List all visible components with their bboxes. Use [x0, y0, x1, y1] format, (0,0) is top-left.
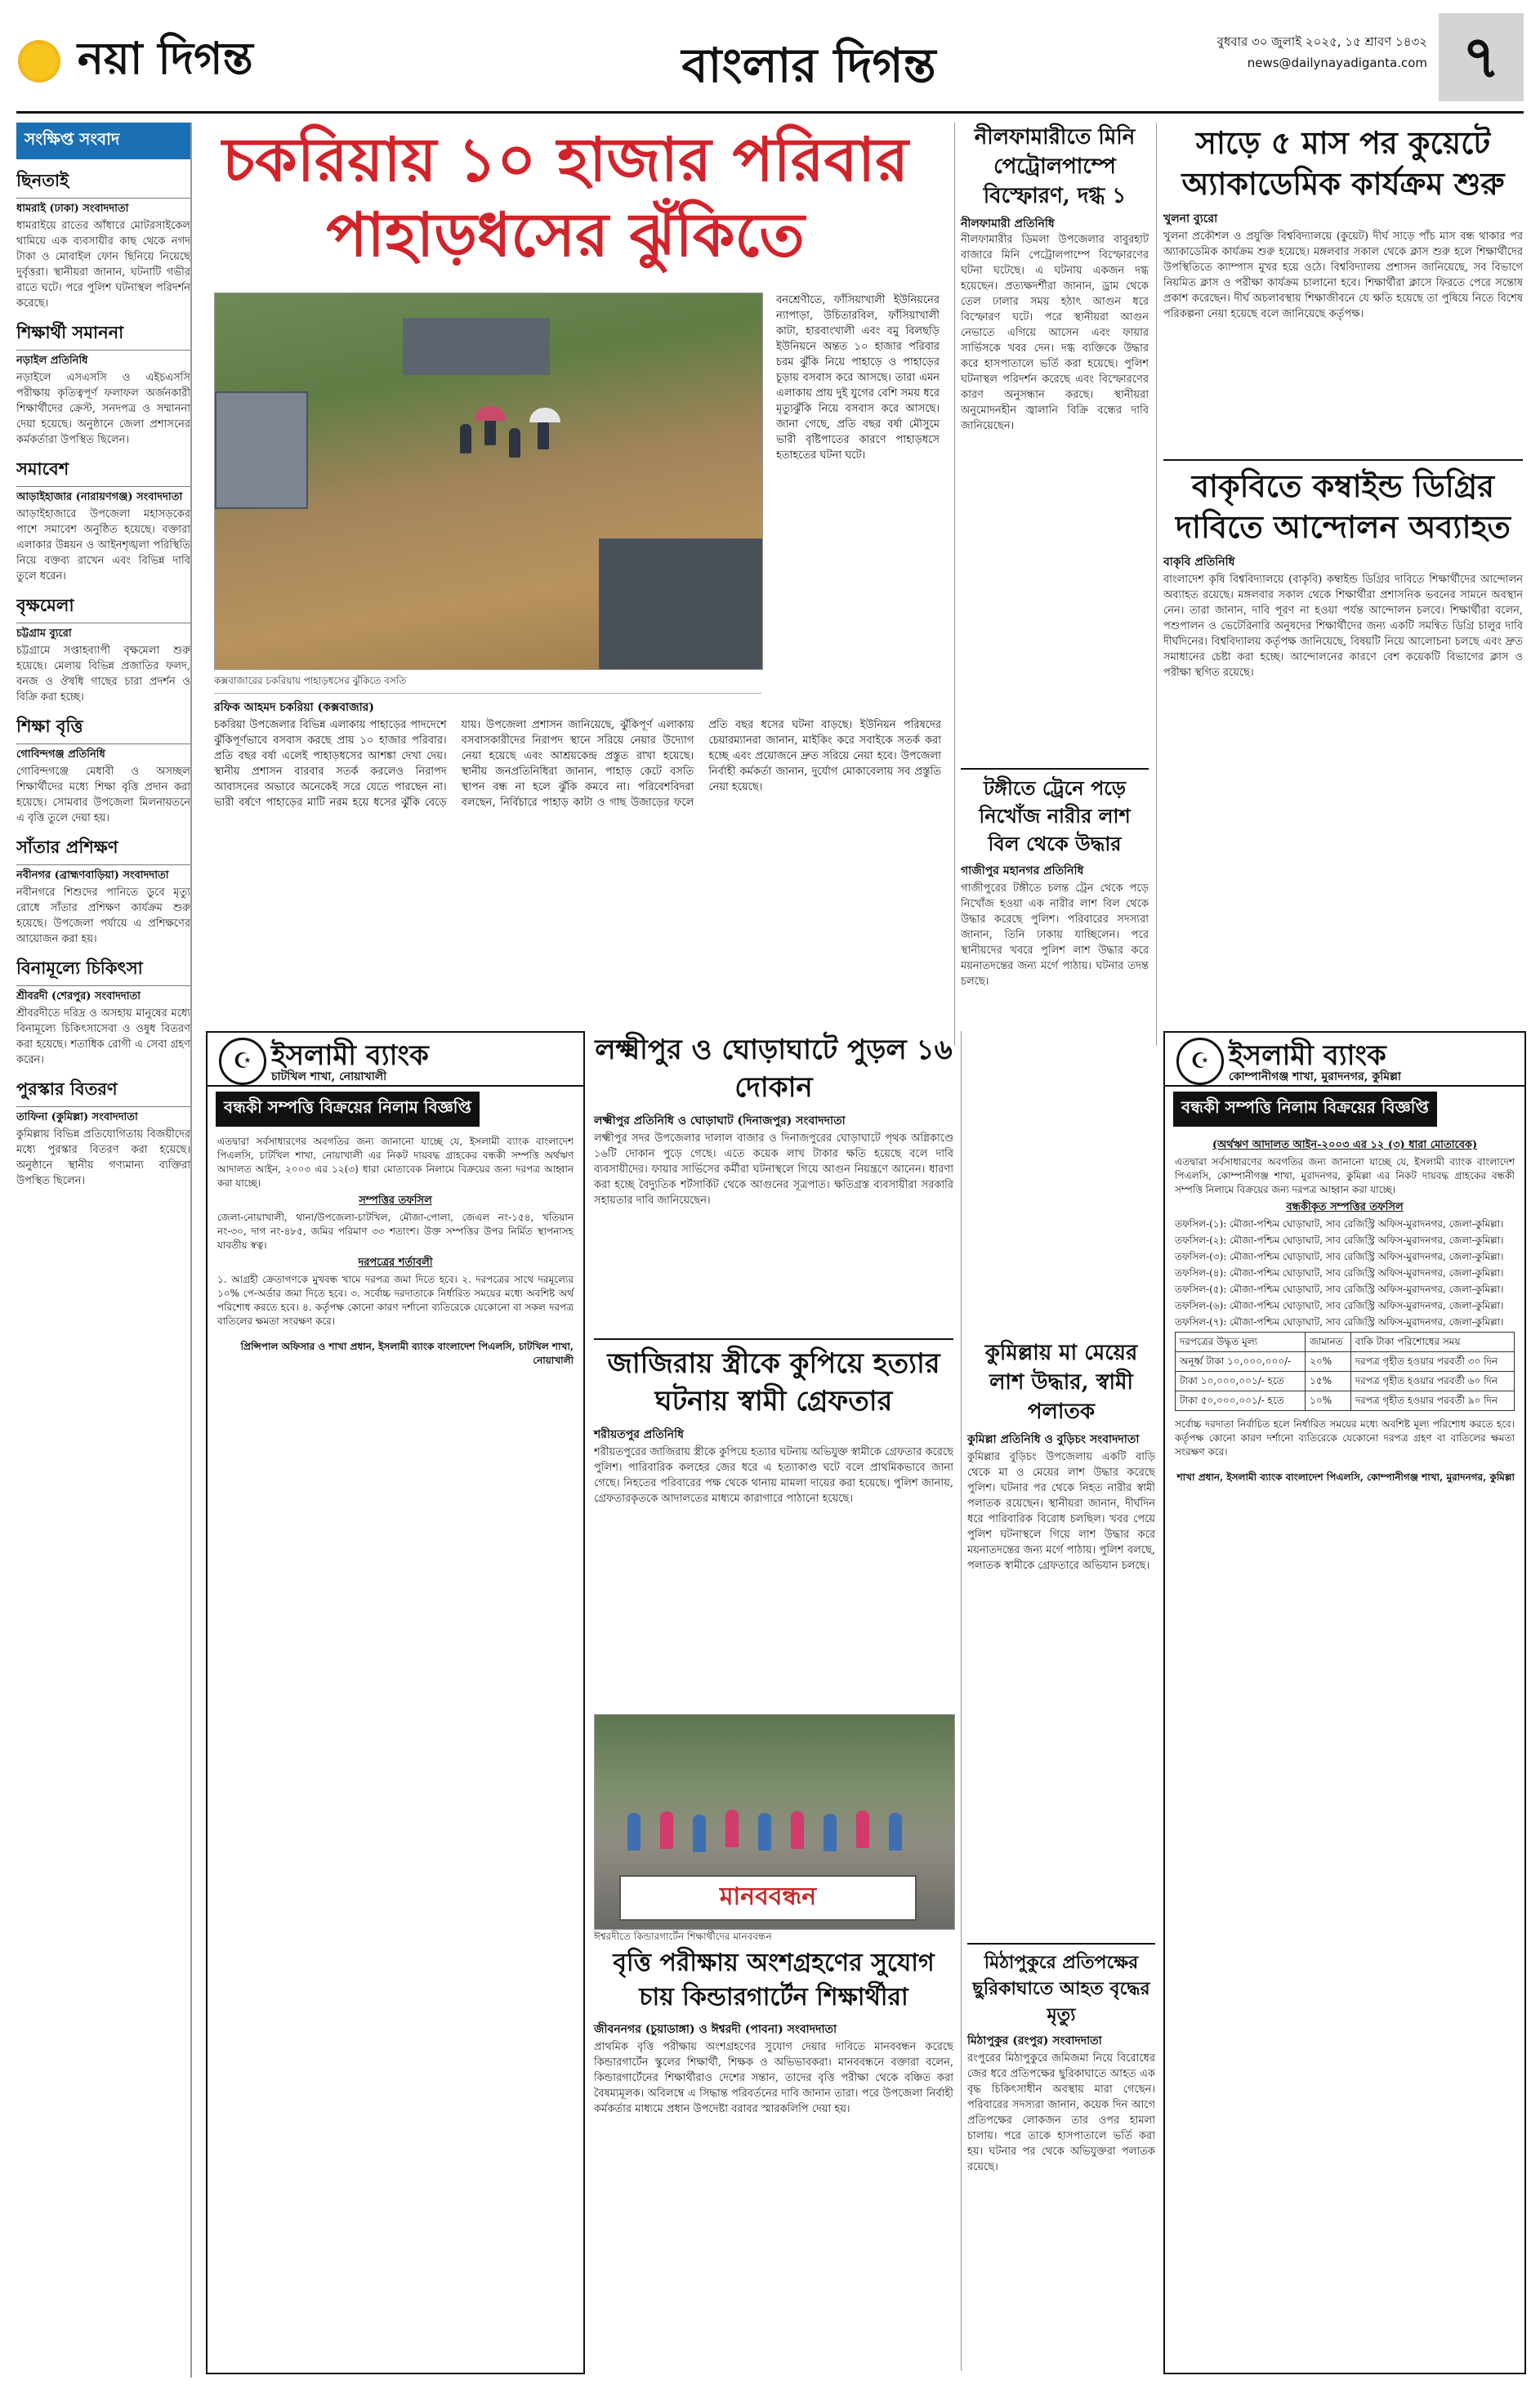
brief-byline: চট্টগ্রাম ব্যুরো	[16, 627, 72, 640]
ad-intro: এতদ্বারা সর্বসাধারণের অবগতির জন্য জানানো যাচ্ছে যে, ইসলামী ব্যাংক বাংলাদেশ পিএলসি, কোম্পানীগঞ্জ শাখা, মুরাদনগর, কুমিল্লা এর নিকট দায়বদ্ধ গ্রাহকের বন্ধকী সম্পত্তি নিলামে বিক্রয়ের জন্য দরপত্র আহ্বান করা যাচ্ছে।	[1175, 1156, 1515, 1195]
mithapukur-headline: মিঠাপুকুরে প্রতিপক্ষের ছুরিকাঘাতে আহত বৃদ্ধের মৃত্যু	[972, 1952, 1150, 2025]
human-chain-caption: ঈশ্বরদীতে কিন্ডারগার্টেন শিক্ষার্থীদের মানববন্ধন	[594, 1931, 772, 1942]
brief-item[interactable]	[16, 833, 190, 947]
ad-intro: এতদ্বারা সর্বসাধারণের অবগতির জন্য জানানো যাচ্ছে যে, ইসলামী ব্যাংক বাংলাদেশ পিএলসি, চাটখিল শাখা, নোয়াখালী এর নিকট দায়বদ্ধ গ্রাহকের বন্ধকী সম্পত্তি অর্থঋণ আদালত আইন, ২০০৩ এর ১২(৩) ধারা মোতাবেক নিলামে বিক্রয়ের জন্য দরপত্র আহ্বান করা যাচ্ছে।	[217, 1136, 574, 1189]
bakrikhi-story[interactable]	[1163, 459, 1523, 1013]
tin-shed-house	[215, 391, 308, 509]
masthead	[16, 7, 1524, 114]
ad-signature: প্রিন্সিপাল অফিসার ও শাখা প্রধান, ইসলামী ব্যাংক বাংলাদেশ পিএলসি, চাটখিল শাখা, নোয়াখালী	[240, 1341, 574, 1366]
brief-item[interactable]	[16, 318, 190, 448]
student-figure	[791, 1811, 804, 1849]
comilla-headline: কুমিল্লায় মা মেয়ের লাশ উদ্ধার, স্বামী পলাতক	[984, 1341, 1138, 1424]
brief-body: গোবিন্দগঞ্জে মেধাবী ও অসচ্ছল শিক্ষার্থীদের মধ্যে শিক্ষা বৃত্তি প্রদান করা হয়েছে। সোমবার উপজেলা মিলনায়তনে এ বৃত্তি তুলে দেয়া হয়।	[16, 766, 190, 824]
lakshmipur-headline: লক্ষ্মীপুর ও ঘোড়াঘাটে পুড়ল ১৬ দোকান	[595, 1034, 953, 1104]
brief-title: সমাবেশ	[16, 454, 190, 487]
islami-bank-auction-ad[interactable]	[206, 1031, 585, 2374]
person-figure	[460, 424, 471, 453]
table-cell: ২০%	[1306, 1352, 1351, 1372]
table-row	[1176, 1352, 1515, 1372]
table-header-cell: বাকি টাকা পরিশোধের সময়	[1350, 1333, 1514, 1352]
brief-body: চট্টগ্রামে সপ্তাহব্যাপী বৃক্ষমেলা শুরু হয়েছে। মেলায় বিভিন্ন প্রজাতির ফলদ, বনজ ও ঔষধি গাছের চারা প্রদর্শন ও বিক্রি করা হচ্ছে।	[16, 645, 190, 703]
ad-schedule: জেলা-নোয়াখালী, থানা/উপজেলা-চাটখিল, মৌজা-পোলা, জেএল নং-১৫৪, খতিয়ান নং-৩০, দাগ নং-৪৮৫, জমির পরিমাণ ৩৩ শতাংশ। উক্ত সম্পত্তির উপর নির্মিত স্থাপনাসহ যাবতীয় স্বত্ব।	[217, 1212, 574, 1251]
brief-title: ছিনতাই	[16, 166, 190, 199]
lakshmipur-body: লক্ষ্মীপুর সদর উপজেলার দালাল বাজার ও দিনাজপুরের ঘোড়াঘাটে পৃথক অগ্নিকাণ্ডে ১৬টি দোকান পুড়ে গেছে। এতে কয়েক লাখ টাকার ক্ষতি হয়েছে বলে দাবি ব্যবসায়ীদের। ফায়ার সার্ভিসের কর্মীরা ঘটনাস্থলে গিয়ে আগুন নিয়ন্ত্রণে আনেন। ধারণা করা হচ্ছে বৈদ্যুতিক শর্টসার্কিট থেকে আগুনের সূত্রপাত। ক্ষতিগ্রস্ত ব্যবসায়ীরা সরকারি সহায়তার দাবি জানিয়েছেন।	[594, 1132, 953, 1207]
student-figure	[725, 1810, 739, 1847]
ad-schedule-item: তফসিল-(৩): মৌজা-পশ্চিম ঘোড়াঘাট, সাব রেজিস্ট্রি অফিস-মুরাদনগর, জেলা-কুমিল্লা।	[1175, 1251, 1504, 1262]
brief-title: সাঁতার প্রশিক্ষণ	[16, 833, 190, 865]
ad-bank-name: ইসলামী ব্যাংক	[1229, 1039, 1386, 1072]
lead-headline[interactable]: চকরিয়ায় ১০ হাজার পরিবার পাহাড়ধসের ঝুঁকিতে	[222, 125, 908, 270]
brief-news-sidebar	[16, 123, 192, 2378]
table-cell: ১০%	[1306, 1391, 1351, 1411]
brief-body: নড়াইলে এসএসসি ও এইচএসসি পরীক্ষায় কৃতিত্বপূর্ণ ফলাফল অর্জনকারী শিক্ষার্থীদের ক্রেস্ট, সনদপত্র ও সম্মাননা দেয়া হয়েছে। অনুষ্ঠানে জেলা প্রশাসনের কর্মকর্তারা উপস্থিত ছিলেন।	[16, 372, 190, 446]
ad-branch: চাটখিল শাখা, নোয়াখালী	[271, 1070, 387, 1083]
table-header-cell: দরপত্রের উদ্ধৃত মূল্য	[1176, 1333, 1306, 1352]
petrol-byline: নীলফামারী প্রতিনিধি	[961, 217, 1055, 230]
landslide-photo[interactable]	[214, 292, 763, 670]
lead-byline: রফিক আহমদ চকরিয়া (কক্সবাজার)	[214, 701, 374, 714]
train-body: গাজীপুরের টঙ্গীতে চলন্ত ট্রেন থেকে পড়ে নিখোঁজ হওয়া এক নারীর লাশ বিল থেকে উদ্ধার করেছে পুলিশ। পরিবারের সদস্যরা জানান, তিনি ঢাকায় যাচ্ছিলেন। পরে স্থানীয়দের খবরে পুলিশ লাশ উদ্ধার করে ময়নাতদন্তের জন্য মর্গে পাঠায়। ঘটনার তদন্ত চলছে।	[961, 882, 1149, 988]
table-cell: দরপত্র গৃহীত হওয়ার পরবর্তী ৬০ দিন	[1350, 1372, 1514, 1391]
brief-title: বৃক্ষমেলা	[16, 591, 190, 623]
jajira-byline: শরীয়তপুর প্রতিনিধি	[594, 1428, 684, 1441]
person-figure	[538, 420, 549, 449]
ad-signature: শাখা প্রধান, ইসলামী ব্যাংক বাংলাদেশ পিএলসি, কোম্পানীগঞ্জ শাখা, মুরাদনগর, কুমিল্লা	[1176, 1471, 1515, 1483]
table-cell: টাকা ১০,০০০,০০১/- হতে	[1176, 1372, 1306, 1391]
jajira-headline: জাজিরায় স্ত্রীকে কুপিয়ে হত্যার ঘটনায় স্বামী গ্রেফতার	[607, 1347, 940, 1418]
ad-schedule-item: তফসিল-(৬): মৌজা-পশ্চিম ঘোড়াঘাট, সাব রেজিস্ট্রি অফিস-মুরাদনগর, জেলা-কুমিল্লা।	[1175, 1300, 1504, 1311]
jajira-body: শরীয়তপুরের জাজিরায় স্ত্রীকে কুপিয়ে হত্যার ঘটনায় অভিযুক্ত স্বামীকে গ্রেফতার করেছে পুলিশ। পারিবারিক কলহের জের ধরে এ হত্যাকাণ্ড ঘটে বলে প্রাথমিকভাবে জানা গেছে। নিহতের পরিবারের পক্ষ থেকে থানায় মামলা দায়ের করা হয়েছে। পুলিশ জানায়, গ্রেফতারকৃতকে আদালতের মাধ্যমে কারাগারে পাঠানো হয়েছে।	[594, 1446, 953, 1505]
student-figure	[856, 1811, 869, 1848]
tin-shed-house	[599, 538, 763, 670]
comilla-story[interactable]	[967, 1338, 1155, 1940]
brief-body: নবীনগরে শিশুদের পানিতে ডুবে মৃত্যু রোধে সাঁতার প্রশিক্ষণ কার্যক্রম শুরু হয়েছে। উপজেলা পর্যায়ে এ প্রশিক্ষণের আয়োজন করা হয়।	[16, 886, 190, 945]
brief-byline: ধামরাই (ঢাকা) সংবাদদাতা	[16, 203, 129, 215]
newspaper-logo[interactable]	[16, 25, 253, 98]
train-story[interactable]	[961, 768, 1149, 1020]
brief-body: শ্রীবরদীতে দরিদ্র ও অসহায় মানুষের মধ্যে বিনামূল্যে চিকিৎসাসেবা ও ওষুধ বিতরণ করা হয়েছে। শতাধিক রোগী এ সেবা গ্রহণ করেন।	[16, 1007, 190, 1066]
student-figure	[824, 1814, 837, 1851]
column-divider	[961, 1031, 962, 2371]
person-figure	[509, 428, 520, 458]
table-cell: অনূর্ধ্ব টাকা ১০,০০০,০০০/-	[1176, 1352, 1306, 1372]
contact-email[interactable]: news@dailynayadiganta.com	[1247, 56, 1427, 70]
ad-schedule-item: তফসিল-(৪): মৌজা-পশ্চিম ঘোড়াঘাট, সাব রেজিস্ট্রি অফিস-মুরাদনগর, জেলা-কুমিল্লা।	[1175, 1267, 1504, 1279]
photo-caption: কক্সবাজারের চকরিয়ায় পাহাড়ধসের ঝুঁকিতে বসতি	[214, 672, 761, 694]
brief-body: আড়াইহাজারে উপজেলা মহাসড়কের পাশে সমাবেশ অনুষ্ঠিত হয়েছে। বক্তারা এলাকার উন্নয়ন ও আইনশৃঙ্খলা পরিস্থিতি নিয়ে বক্তব্য রাখেন এবং বিভিন্ন দাবি তুলে ধরেন।	[16, 508, 190, 583]
ad-subtitle: (অর্থঋণ আদালত আইন-২০০৩ এর ১২ (৩) ধারা মোতাবেক)	[1212, 1139, 1478, 1151]
kuwait-byline: খুলনা ব্যুরো	[1163, 212, 1218, 226]
brief-item[interactable]	[16, 953, 190, 1068]
kuwait-headline: সাড়ে ৫ মাস পর কুয়েটে অ্যাকাডেমিক কার্যক্রম শুরু	[1181, 124, 1505, 202]
kindergarten-body: প্রাথমিক বৃত্তি পরীক্ষায় অংশগ্রহণের সুযোগ দেয়ার দাবিতে মানববন্ধন করেছে কিন্ডারগার্টেন স্কুলের শিক্ষার্থী, শিক্ষক ও অভিভাবকরা। মানববন্ধনে বক্তারা বলেন, কিন্ডারগার্টেনের শিক্ষার্থীরাও দেশের সন্তান, তাদের বৃত্তি পরীক্ষা থেকে বঞ্চিত করা বৈষম্যমূলক। অবিলম্বে এ সিদ্ধান্ত পরিবর্তনের দাবি জানান তারা। পরে উপজেলা নির্বাহী কর্মকর্তার মাধ্যমে প্রধান উপদেষ্টা বরাবর স্মারকলিপি দেয়া হয়।	[594, 2041, 953, 2115]
ad-bank-name: ইসলামী ব্যাংক	[271, 1039, 429, 1072]
student-figure	[758, 1813, 771, 1851]
ad-terms-title: দরপত্রের শর্তাবলী	[358, 1257, 433, 1269]
train-headline: টঙ্গীতে ট্রেনে পড়ে নিখোঁজ নারীর লাশ বিল থেকে উদ্ধার	[979, 776, 1131, 855]
ad-terms: সর্বোচ্চ দরদাতা নির্বাচিত হলে নির্ধারিত সময়ের মধ্যে অবশিষ্ট মূল্য পরিশোধ করতে হবে। কর্তৃপক্ষ কোনো কারণ দর্শানো ব্যতিরেকে যেকোনো দরপত্র গ্রহণ বা বাতিলের ক্ষমতা সংরক্ষণ করে।	[1175, 1418, 1515, 1458]
kuwait-body: খুলনা প্রকৌশল ও প্রযুক্তি বিশ্ববিদ্যালয়ে (কুয়েট) দীর্ঘ সাড়ে পাঁচ মাস বন্ধ থাকার পর অ্যাকাডেমিক কার্যক্রম শুরু হয়েছে। মঙ্গলবার সকাল থেকে ক্লাস শুরু হলে শিক্ষার্থীদের উপস্থিতিতে ক্যাম্পাস মুখর হয়ে ওঠে। বিশ্ববিদ্যালয় প্রশাসন জানিয়েছে, সব বিভাগে নিয়মিত ক্লাস ও পরীক্ষা কার্যক্রম চালানো হবে। শিক্ষার্থীরা ক্লাসে ফিরতে পেরে সন্তোষ প্রকাশ করেছেন। দীর্ঘ অচলাবস্থায় শিক্ষাজীবনে যে ক্ষতি হয়েছে তা পুষিয়ে নিতে বিশেষ পরিকল্পনা নেয়া হয়েছে বলে জানিয়েছে কর্তৃপক্ষ।	[1163, 230, 1523, 320]
publication-date: বুধবার ৩০ জুলাই ২০২৫, ১৫ শ্রাবণ ১৪৩২	[1216, 34, 1427, 49]
lead-story-body: চকরিয়া উপজেলার বিভিন্ন এলাকায় পাহাড়ের পাদদেশে ঝুঁকিপূর্ণভাবে বসবাস করছে প্রায় ১০ হাজার পরিবার। প্রতি বছর বর্ষা এলেই পাহাড়ধসের আশঙ্কা দেখা দেয়। স্থানীয় প্রশাসন বারবার সতর্ক করলেও নিরাপদ আবাসনের অভাবে অনেকেই সরে যেতে পারছেন না। ভারী বর্ষণে পাহাড়ের মাটি নরম হয়ে ধসের ঝুঁকি বেড়ে যায়। উপজেলা প্রশাসন জানিয়েছে, ঝুঁকিপূর্ণ এলাকায় বসবাসকারীদের নিরাপদ স্থানে সরিয়ে নেয়ার উদ্যোগ নেয়া হয়েছে এবং আশ্রয়কেন্দ্র প্রস্তুত রাখা হয়েছে। স্থানীয় জনপ্রতিনিধিরা জানান, পাহাড় কেটে বসতি স্থাপন বন্ধ না হলে ঝুঁকি কমবে না। পরিবেশবিদরা বলছেন, নির্বিচারে পাহাড় কাটা ও গাছ উজাড়ের ফলে প্রতি বছর ধসের ঘটনা বাড়ছে। ইউনিয়ন পরিষদের চেয়ারম্যানরা জানান, মাইকিং করে সবাইকে সতর্ক করা হচ্ছে এবং প্রয়োজনে দ্রুত সরিয়ে নেয়া হবে। উপজেলা নির্বাহী কর্মকর্তা জানান, দুর্যোগ মোকাবেলায় সব প্রস্তুতি নেয়া হয়েছে।	[214, 719, 941, 809]
petrol-body: নীলফামারীর ডিমলা উপজেলার বাবুরহাট বাজারে মিনি পেট্রোলপাম্পে বিস্ফোরণের ঘটনা ঘটেছে। এ ঘটনায় একজন দগ্ধ হয়েছেন। প্রত্যক্ষদর্শীরা জানান, ড্রাম থেকে তেল ঢালার সময় হঠাৎ আগুন ধরে বিস্ফোরণ ঘটে। পরে স্থানীয়রা আগুন নেভাতে এগিয়ে আসেন এবং ফায়ার সার্ভিসকে খবর দেন। দগ্ধ ব্যক্তিকে উদ্ধার করে হাসপাতালে ভর্তি করা হয়েছে। পুলিশ ঘটনাস্থল পরিদর্শন করেছে এবং বিস্ফোরণের কারণ অনুসন্ধান করছে। স্থানীয়রা অনুমোদনহীন জ্বালানি বিক্রি বন্ধের দাবি জানিয়েছেন।	[961, 234, 1149, 432]
ad-schedule-item: তফসিল-(৫): মৌজা-পশ্চিম ঘোড়াঘাট, সাব রেজিস্ট্রি অফিস-মুরাদনগর, জেলা-কুমিল্লা।	[1175, 1284, 1504, 1295]
ad-terms: ১. আগ্রহী ক্রেতাগণকে মুখবন্ধ খামে দরপত্র জমা দিতে হবে। ২. দরপত্রের সাথে দরমূল্যের ১০% পে-অর্ডার জমা দিতে হবে। ৩. সর্বোচ্চ দরদাতাকে নির্ধারিত সময়ের মধ্যে অবশিষ্ট অর্থ পরিশোধ করতে হবে। ৪. কর্তৃপক্ষ কোনো কারণ দর্শানো ব্যতিরেকে যেকোনো বা সকল দরপত্র বাতিলের ক্ষমতা সংরক্ষণ করে।	[217, 1274, 574, 1327]
brief-item[interactable]	[16, 454, 190, 584]
column-divider	[954, 123, 955, 1046]
brief-item[interactable]	[16, 1074, 190, 1189]
ad-header	[1165, 1033, 1524, 1087]
brief-byline: তাফিনা (কুমিল্লা) সংবাদদাতা	[16, 1111, 138, 1123]
brief-item[interactable]	[16, 712, 190, 826]
student-figure	[660, 1811, 673, 1849]
bank-logo-icon: ☪	[219, 1038, 266, 1085]
brief-item[interactable]	[16, 591, 190, 705]
umbrella-shape	[529, 408, 560, 422]
kuwait-story[interactable]	[1163, 123, 1523, 474]
brief-byline: গোবিন্দগঞ্জ প্রতিনিধি	[16, 748, 105, 761]
petrol-story-head[interactable]	[961, 123, 1149, 221]
brief-title: পুরস্কার বিতরণ	[16, 1074, 190, 1107]
comilla-body: কুমিল্লার বুড়িচং উপজেলায় একটি বাড়ি থেকে মা ও মেয়ের লাশ উদ্ধার করেছে পুলিশ। ঘটনার পর থেকে নিহত নারীর স্বামী পলাতক রয়েছেন। স্থানীয়রা জানান, দীর্ঘদিন ধরে পারিবারিক বিরোধ চলছিল। খবর পেয়ে পুলিশ ঘটনাস্থলে গিয়ে লাশ উদ্ধার করে ময়নাতদন্তের জন্য মর্গে পাঠায়। পুলিশ বলছে, পলাতক স্বামীকে গ্রেফতারে অভিযান চলছে।	[967, 1451, 1155, 1572]
logo-sun-icon	[18, 40, 60, 83]
ad-schedule-item: তফসিল-(৭): মৌজা-পশ্চিম ঘোড়াঘাট, সাব রেজিস্ট্রি অফিস-মুরাদনগর, জেলা-কুমিল্লা।	[1175, 1316, 1504, 1328]
brief-byline: নবীনগর (ব্রাহ্মণবাড়িয়া) সংবাদদাতা	[16, 869, 169, 882]
table-row	[1176, 1391, 1515, 1411]
human-chain-banner: মানববন্ধন	[619, 1875, 917, 1921]
table-cell: দরপত্র গৃহীত হওয়ার পরবর্তী ৯০ দিন	[1350, 1391, 1514, 1411]
comilla-byline: কুমিল্লা প্রতিনিধি ও বুড়িচং সংবাদদাতা	[967, 1433, 1140, 1446]
table-header-cell: জামানত	[1306, 1333, 1351, 1352]
hillside-house	[403, 318, 550, 375]
train-byline: গাজীপুর মহানগর প্রতিনিধি	[961, 864, 1084, 877]
kindergarten-byline: জীবননগর (চুয়াডাঙ্গা) ও ঈশ্বরদী (পাবনা) সংবাদদাতা	[594, 2023, 837, 2036]
column-divider	[1156, 123, 1157, 1046]
bakrikhi-byline: বাকৃবি প্রতিনিধি	[1163, 556, 1235, 569]
table-row	[1176, 1372, 1515, 1391]
jajira-story[interactable]	[594, 1338, 953, 1632]
section-title: বাংলার দিগন্ত	[681, 38, 936, 93]
brief-item[interactable]	[16, 166, 190, 311]
islami-bank-auction-ad-2[interactable]	[1163, 1031, 1526, 2374]
ad-body	[1165, 1132, 1524, 1488]
ad-schedule-item: তফসিল-(২): মৌজা-পশ্চিম ঘোড়াঘাট, সাব রেজিস্ট্রি অফিস-মুরাদনগর, জেলা-কুমিল্লা।	[1175, 1235, 1504, 1246]
kindergarten-headline: বৃত্তি পরীক্ষায় অংশগ্রহণের সুযোগ চায় কিন্ডারগার্টেন শিক্ষার্থীরা	[613, 1949, 935, 2012]
ad-header	[208, 1033, 583, 1087]
student-figure	[627, 1813, 641, 1851]
sidebar-heading: সংক্ষিপ্ত সংবাদ	[16, 123, 190, 159]
brief-title: শিক্ষা বৃত্তি	[16, 712, 190, 744]
brief-body: কুমিল্লায় বিভিন্ন প্রতিযোগিতায় বিজয়ীদের মধ্যে পুরস্কার বিতরণ করা হয়েছে। অনুষ্ঠানে স্থানীয় গণ্যমান্য ব্যক্তিরা উপস্থিত ছিলেন।	[16, 1128, 190, 1187]
bakrikhi-body: বাংলাদেশ কৃষি বিশ্ববিদ্যালয়ে (বাকৃবি) কম্বাইন্ড ডিগ্রির দাবিতে শিক্ষার্থীদের আন্দোলন অব্যাহত রয়েছে। মঙ্গলবার সকাল থেকে শিক্ষার্থীরা প্রশাসনিক ভবনের সামনে অবস্থান নেন। তারা জানান, দাবি পূরণ না হওয়া পর্যন্ত আন্দোলন চলবে। শিক্ষার্থীরা বলেন, পশুপালন ও ভেটেরিনারি অনুষদের শিক্ষার্থীদের জন্য একটি সমন্বিত ডিগ্রি চালুর দাবি দীর্ঘদিনের। বিশ্ববিদ্যালয় কর্তৃপক্ষ জানিয়েছে, বিষয়টি নিয়ে আলোচনা চলছে এবং দ্রুত সমাধানের চেষ্টা করা হচ্ছে। আন্দোলনের কারণে বেশ কয়েকটি বিভাগের ক্লাস ও পরীক্ষা স্থগিত রয়েছে।	[1163, 574, 1523, 679]
mithapukur-story[interactable]	[967, 1943, 1155, 2361]
lead-story-sidebar-text: বনশ্রেণীতে, ফাঁসিয়াখালী ইউনিয়নের ন্যাপাড়া, উচিতারবিল, ফাঁসিয়াখালী কাটা, হারবাংখালী এবং বমু বিলছড়ি ইউনিয়নে অন্তত ১০ হাজার পরিবার চরম ঝুঁকি নিয়ে পাহাড়ে ও পাহাড়ের চূড়ায় বসবাস করে আসছে। তারা এমন এলাকায় প্রায় দুই যুগের বেশি সময় ধরে মৃত্যুঝুঁকি নিয়ে বসবাস করে আসছে। জানা গেছে, প্রতি বছর বর্ষা মৌসুমে ভারী বৃষ্টিপাতের কারণে পাহাড়ধসে হতাহতের ঘটনা ঘটে।	[776, 294, 940, 462]
umbrella-shape	[475, 406, 506, 421]
kindergarten-story[interactable]	[594, 1946, 953, 2350]
ad-branch: কোম্পানীগঞ্জ শাখা, মুরাদনগর, কুমিল্লা	[1229, 1070, 1401, 1083]
table-cell: ১৫%	[1306, 1372, 1351, 1391]
brief-title: শিক্ষার্থী সমাননা	[16, 318, 190, 351]
brief-byline: শ্রীবরদী (শেরপুর) সংবাদদাতা	[16, 990, 141, 1003]
mithapukur-body: রংপুরের মিঠাপুকুরে জমিজমা নিয়ে বিরোধের জের ধরে প্রতিপক্ষের ছুরিকাঘাতে আহত এক বৃদ্ধ চিকিৎসাধীন অবস্থায় মারা গেছেন। পরিবারের সদস্যরা জানান, কয়েক দিন আগে প্রতিপক্ষের লোকজন তার ওপর হামলা চালায়। পরে তাকে হাসপাতালে ভর্তি করা হয়। ঘটনার পর থেকে অভিযুক্তরা পলাতক রয়েছে।	[967, 2052, 1155, 2173]
brief-body: ধামরাইয়ে রাতের আঁধারে মোটরসাইকেল থামিয়ে এক ব্যবসায়ীর কাছ থেকে নগদ টাকা ও মোবাইল ফোন ছিনিয়ে নিয়েছে দুর্বৃত্তরা। স্থানীয়রা জানান, ঘটনাটি গভীর রাতে ঘটে। পরে পুলিশ ঘটনাস্থল পরিদর্শন করেছে।	[16, 220, 190, 310]
ad-title: বন্ধকী সম্পত্তি নিলাম বিক্রয়ের বিজ্ঞপ্তি	[1173, 1092, 1437, 1127]
page-number: ৭	[1439, 13, 1524, 101]
bank-logo-icon: ☪	[1176, 1038, 1224, 1085]
bakrikhi-headline: বাকৃবিতে কম্বাইন্ড ডিগ্রির দাবিতে আন্দোলন অব্যাহত	[1176, 467, 1511, 545]
brief-title: বিনামূল্যে চিকিৎসা	[16, 953, 190, 986]
brief-byline: আড়াইহাজার (নারায়ণগঞ্জ) সংবাদদাতা	[16, 491, 183, 503]
lakshmipur-byline: লক্ষ্মীপুর প্রতিনিধি ও ঘোড়াঘাট (দিনাজপুর) সংবাদদাতা	[594, 1114, 846, 1128]
ad-schedule-item: তফসিল-(১): মৌজা-পশ্চিম ঘোড়াঘাট, সাব রেজিস্ট্রি অফিস-মুরাদনগর, জেলা-কুমিল্লা।	[1175, 1218, 1504, 1230]
lakshmipur-story[interactable]	[594, 1031, 953, 1327]
date-box	[1217, 31, 1427, 74]
ad-title: বন্ধকী সম্পত্তি বিক্রয়ের নিলাম বিজ্ঞপ্তি	[216, 1092, 480, 1127]
logo-text: নয়া দিগন্ত	[77, 33, 253, 84]
student-figure	[889, 1813, 902, 1851]
table-cell: টাকা ৫০,০০০,০০১/- হতে	[1176, 1391, 1306, 1411]
petrol-headline: নীলফামারীতে মিনি পেট্রোলপাম্পে বিস্ফোরণ, দগ্ধ ১	[974, 125, 1136, 208]
ad-schedule-title: সম্পত্তির তফসিল	[359, 1195, 432, 1207]
mithapukur-byline: মিঠাপুকুর (রংপুর) সংবাদদাতা	[967, 2034, 1102, 2047]
ad-body	[208, 1132, 583, 1371]
table-header-row	[1176, 1333, 1515, 1352]
student-figure	[693, 1815, 706, 1852]
brief-byline: নড়াইল প্রতিনিধি	[16, 355, 88, 367]
ad-schedule-title: বন্ধকীকৃত সম্পত্তির তফসিল	[1286, 1201, 1404, 1213]
deposit-table	[1175, 1332, 1515, 1411]
table-cell: দরপত্র গৃহীত হওয়ার পরবর্তী ৩০ দিন	[1350, 1352, 1514, 1372]
human-chain-photo[interactable]	[594, 1714, 955, 1930]
